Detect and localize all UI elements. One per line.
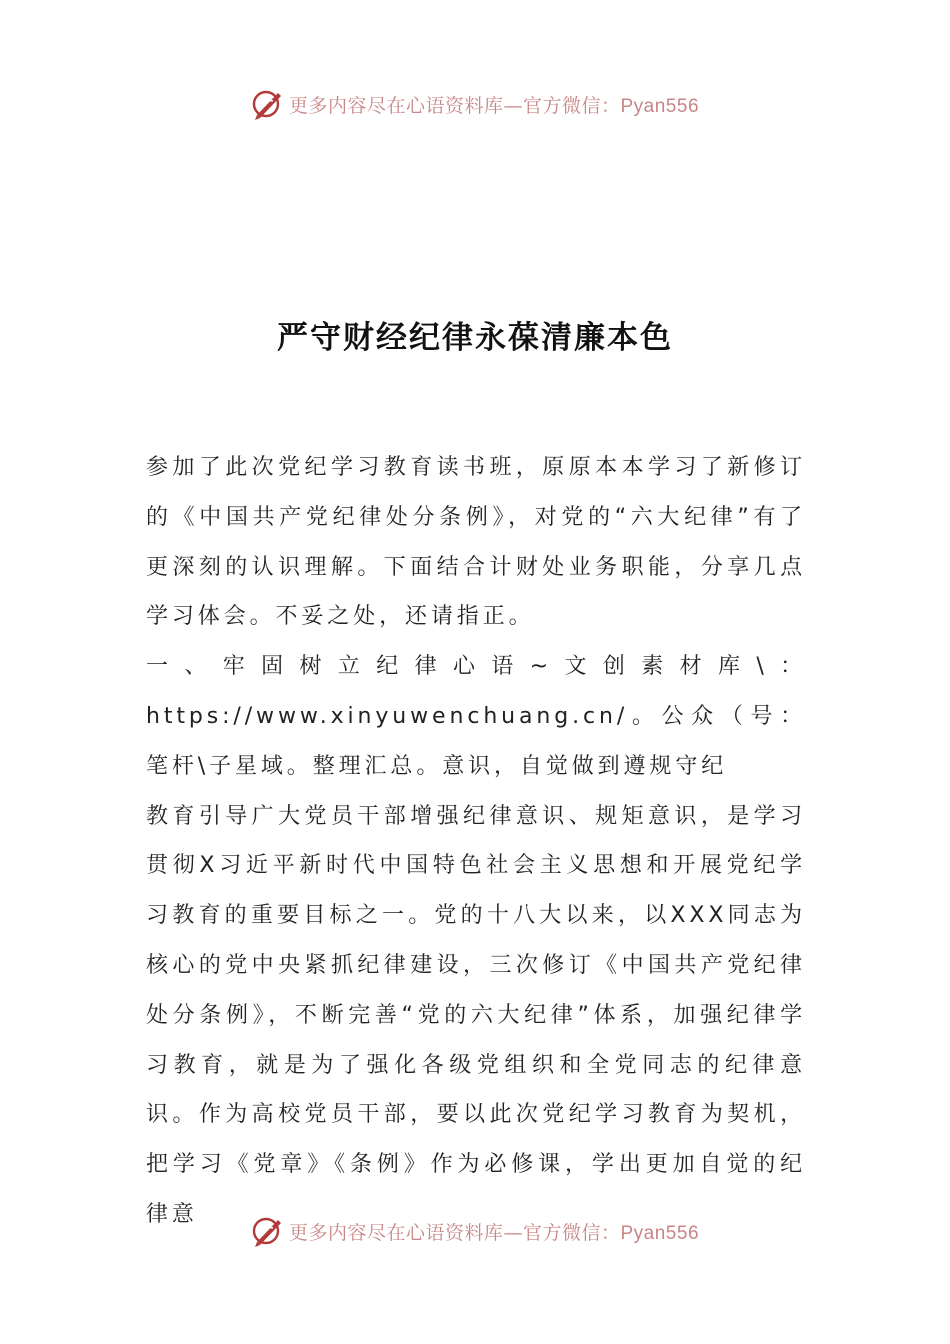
pen-logo-icon bbox=[251, 87, 285, 121]
watermark-text: 更多内容尽在心语资料库—官方微信：Pyan556 bbox=[288, 94, 700, 117]
watermark-text: 更多内容尽在心语资料库—官方微信：Pyan556 bbox=[288, 1221, 700, 1244]
paragraph: 参加了此次党纪学习教育读书班，原原本本学习了新修订的《中国共产党纪律处分条例》，对党的“六大纪律”有了更深刻的认识理解。下面结合计财处业务职能，分享几点学习体会。不妥之处，还请指正。 bbox=[146, 455, 806, 630]
paragraph: 一、牢固树立纪律心语~文创素材库\：https://www.xinyuwenchuang.cn/。公众（号：笔杆\子星域。整理汇总。意识，自觉做到遵规守纪 bbox=[146, 654, 806, 779]
header-watermark-banner bbox=[0, 84, 950, 124]
footer-watermark-banner bbox=[0, 1211, 950, 1251]
paragraph: 教育引导广大党员干部增强纪律意识、规矩意识，是学习贯彻X习近平新时代中国特色社会主义思想和开展党纪学习教育的重要目标之一。党的十八大以来，以XXX同志为核心的党中央紧抓纪律建设，三次修订《中国共产党纪律处分条例》，不断完善“党的六大纪律”体系，加强纪律学习教育，就是为了强化各级党组织和全党同志的纪律意识。作为高校党员干部，要以此次党纪学习教育为契机，把学习《党章》《条例》作为必修课，学出更加自觉的纪律意 bbox=[146, 803, 806, 1227]
pen-logo-icon bbox=[251, 1214, 285, 1248]
document-body bbox=[146, 443, 806, 1240]
document-title: 严守财经纪律永葆清廉本色 bbox=[277, 320, 673, 356]
